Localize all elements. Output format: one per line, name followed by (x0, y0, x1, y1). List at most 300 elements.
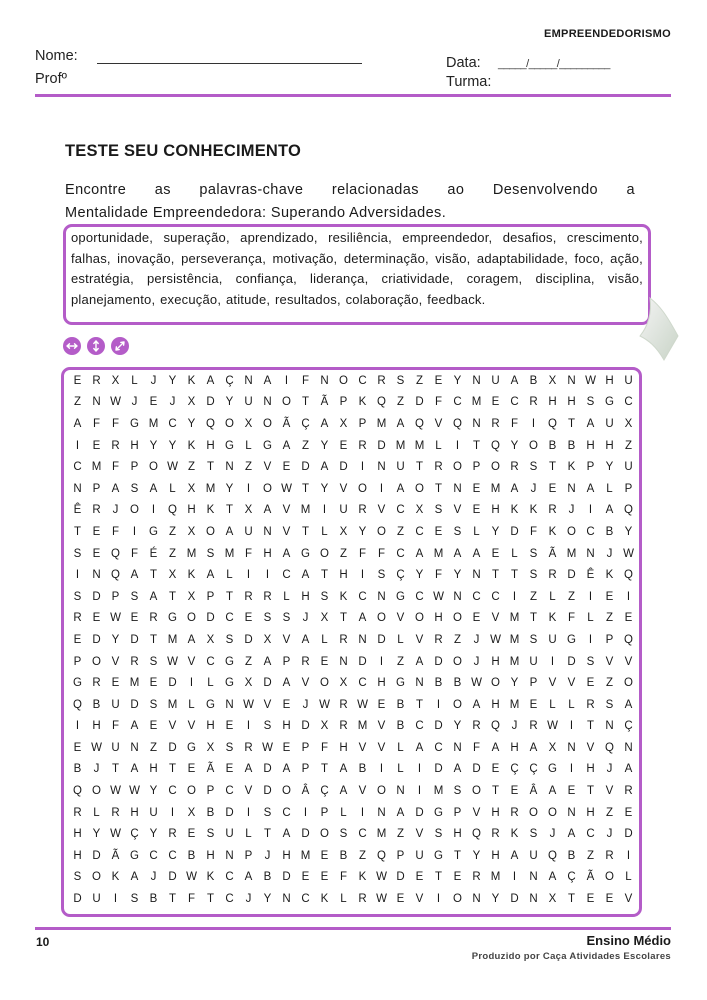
grid-cell[interactable]: F (377, 547, 386, 560)
grid-cell[interactable]: O (187, 785, 196, 798)
grid-cell[interactable]: T (339, 612, 348, 625)
grid-cell[interactable]: E (225, 763, 234, 776)
grid-cell[interactable]: O (453, 893, 462, 906)
grid-cell[interactable]: P (244, 849, 253, 862)
grid-cell[interactable]: T (168, 590, 177, 603)
grid-cell[interactable]: H (586, 763, 595, 776)
grid-cell[interactable]: I (246, 720, 251, 733)
grid-cell[interactable]: D (434, 763, 443, 776)
grid-cell[interactable]: I (569, 763, 574, 776)
grid-cell[interactable]: D (377, 439, 386, 452)
grid-cell[interactable]: V (263, 461, 272, 474)
grid-cell[interactable]: C (434, 741, 443, 754)
grid-cell[interactable]: I (417, 763, 422, 776)
grid-cell[interactable]: O (453, 698, 462, 711)
grid-cell[interactable]: U (396, 461, 405, 474)
grid-cell[interactable]: N (567, 806, 576, 819)
grid-cell[interactable]: C (396, 547, 405, 560)
grid-cell[interactable]: H (491, 655, 500, 668)
grid-cell[interactable]: N (453, 590, 462, 603)
grid-cell[interactable]: L (169, 482, 176, 495)
grid-cell[interactable]: O (415, 612, 424, 625)
grid-cell[interactable]: L (226, 569, 233, 582)
grid-cell[interactable]: D (301, 461, 310, 474)
grid-cell[interactable]: B (92, 698, 101, 711)
grid-cell[interactable]: L (625, 871, 632, 884)
grid-cell[interactable]: F (111, 417, 120, 430)
grid-cell[interactable]: C (624, 396, 633, 409)
grid-cell[interactable]: R (548, 504, 557, 517)
grid-cell[interactable]: A (548, 785, 557, 798)
grid-cell[interactable]: V (111, 655, 120, 668)
grid-cell[interactable]: N (472, 569, 481, 582)
grid-cell[interactable]: V (168, 720, 177, 733)
grid-cell[interactable]: B (529, 374, 538, 387)
grid-cell[interactable]: Y (453, 720, 462, 733)
grid-cell[interactable]: O (92, 655, 101, 668)
grid-cell[interactable]: G (434, 806, 443, 819)
grid-cell[interactable]: P (586, 461, 595, 474)
grid-cell[interactable]: D (377, 633, 386, 646)
grid-cell[interactable]: T (263, 828, 272, 841)
grid-cell[interactable]: O (453, 612, 462, 625)
grid-cell[interactable]: O (282, 396, 291, 409)
grid-cell[interactable]: L (340, 893, 347, 906)
grid-cell[interactable]: Ç (130, 828, 139, 841)
grid-cell[interactable]: D (434, 655, 443, 668)
grid-cell[interactable]: E (320, 655, 329, 668)
grid-cell[interactable]: E (130, 612, 139, 625)
grid-cell[interactable]: W (471, 677, 482, 690)
grid-cell[interactable]: W (262, 741, 273, 754)
grid-cell[interactable]: N (263, 396, 272, 409)
grid-cell[interactable]: S (130, 893, 139, 906)
grid-cell[interactable]: Ã (548, 547, 557, 560)
grid-cell[interactable]: A (567, 828, 576, 841)
grid-cell[interactable]: G (548, 763, 557, 776)
grid-cell[interactable]: V (586, 741, 595, 754)
grid-cell[interactable]: Ç (301, 417, 310, 430)
grid-cell[interactable]: E (605, 893, 614, 906)
grid-cell[interactable]: A (263, 374, 272, 387)
grid-cell[interactable]: H (149, 763, 158, 776)
grid-cell[interactable]: A (472, 547, 481, 560)
grid-cell[interactable]: A (605, 504, 614, 517)
grid-cell[interactable]: F (187, 893, 196, 906)
grid-cell[interactable]: B (263, 871, 272, 884)
grid-cell[interactable]: S (73, 871, 82, 884)
grid-cell[interactable]: L (549, 698, 556, 711)
grid-cell[interactable]: I (265, 569, 270, 582)
grid-cell[interactable]: B (453, 677, 462, 690)
grid-cell[interactable]: H (301, 590, 310, 603)
grid-cell[interactable]: D (510, 525, 519, 538)
grid-cell[interactable]: Q (605, 741, 614, 754)
grid-cell[interactable]: D (282, 871, 291, 884)
grid-cell[interactable]: E (301, 871, 310, 884)
grid-cell[interactable]: E (472, 612, 481, 625)
grid-cell[interactable]: C (358, 374, 367, 387)
grid-cell[interactable]: F (434, 396, 443, 409)
grid-cell[interactable]: Ã (282, 417, 291, 430)
grid-cell[interactable]: Y (320, 482, 329, 495)
grid-cell[interactable]: I (569, 720, 574, 733)
grid-cell[interactable]: I (75, 569, 80, 582)
grid-cell[interactable]: U (548, 633, 557, 646)
grid-cell[interactable]: M (509, 633, 520, 646)
grid-cell[interactable]: S (149, 655, 158, 668)
grid-cell[interactable]: P (282, 655, 291, 668)
grid-cell[interactable]: A (396, 482, 405, 495)
grid-cell[interactable]: Y (491, 525, 500, 538)
grid-cell[interactable]: C (472, 590, 481, 603)
grid-cell[interactable]: E (244, 612, 253, 625)
grid-cell[interactable]: R (529, 396, 538, 409)
grid-cell[interactable]: Y (510, 439, 519, 452)
grid-cell[interactable]: A (396, 806, 405, 819)
grid-cell[interactable]: D (624, 828, 633, 841)
grid-cell[interactable]: E (149, 396, 158, 409)
grid-cell[interactable]: E (320, 849, 329, 862)
grid-cell[interactable]: O (377, 612, 386, 625)
grid-cell[interactable]: T (320, 763, 329, 776)
grid-cell[interactable]: P (624, 482, 633, 495)
grid-cell[interactable]: N (567, 482, 576, 495)
grid-cell[interactable]: D (130, 698, 139, 711)
grid-cell[interactable]: A (510, 482, 519, 495)
grid-cell[interactable]: Ç (396, 569, 405, 582)
grid-cell[interactable]: N (320, 374, 329, 387)
grid-cell[interactable]: J (473, 655, 480, 668)
grid-cell[interactable]: C (168, 417, 177, 430)
grid-cell[interactable]: P (358, 417, 367, 430)
grid-cell[interactable]: O (415, 482, 424, 495)
grid-cell[interactable]: D (206, 396, 215, 409)
grid-cell[interactable]: F (339, 871, 348, 884)
grid-cell[interactable]: J (93, 763, 100, 776)
grid-cell[interactable]: Â (301, 785, 310, 798)
grid-cell[interactable]: M (471, 396, 482, 409)
grid-cell[interactable]: N (472, 417, 481, 430)
grid-cell[interactable]: M (395, 439, 406, 452)
grid-cell[interactable]: X (320, 612, 329, 625)
grid-cell[interactable]: J (150, 871, 157, 884)
grid-cell[interactable]: A (510, 374, 519, 387)
grid-cell[interactable]: R (624, 785, 633, 798)
grid-cell[interactable]: E (510, 785, 519, 798)
grid-cell[interactable]: O (472, 785, 481, 798)
grid-cell[interactable]: C (225, 785, 234, 798)
grid-cell[interactable]: U (244, 525, 253, 538)
grid-cell[interactable]: R (244, 741, 253, 754)
grid-cell[interactable]: C (73, 461, 82, 474)
grid-cell[interactable]: H (377, 677, 386, 690)
grid-cell[interactable]: O (529, 806, 538, 819)
grid-cell[interactable]: H (586, 439, 595, 452)
grid-cell[interactable]: R (529, 720, 538, 733)
grid-cell[interactable]: O (377, 785, 386, 798)
grid-cell[interactable]: Ã (586, 871, 595, 884)
grid-cell[interactable]: M (566, 547, 577, 560)
grid-cell[interactable]: N (586, 547, 595, 560)
grid-cell[interactable]: I (512, 871, 517, 884)
grid-cell[interactable]: P (529, 677, 538, 690)
grid-cell[interactable]: X (339, 677, 348, 690)
grid-cell[interactable]: O (206, 525, 215, 538)
grid-cell[interactable]: Z (244, 655, 253, 668)
grid-cell[interactable]: T (434, 482, 443, 495)
grid-cell[interactable]: H (206, 720, 215, 733)
grid-cell[interactable]: E (149, 720, 158, 733)
grid-cell[interactable]: Ç (567, 871, 576, 884)
grid-cell[interactable]: U (415, 849, 424, 862)
grid-cell[interactable]: W (167, 461, 178, 474)
grid-cell[interactable]: C (225, 893, 234, 906)
grid-cell[interactable]: H (282, 720, 291, 733)
grid-cell[interactable]: T (567, 417, 576, 430)
grid-cell[interactable]: A (206, 374, 215, 387)
grid-cell[interactable]: Z (605, 806, 614, 819)
grid-cell[interactable]: D (263, 677, 272, 690)
grid-cell[interactable]: X (548, 374, 557, 387)
grid-cell[interactable]: E (491, 547, 500, 560)
grid-cell[interactable]: W (585, 374, 596, 387)
grid-cell[interactable]: H (491, 849, 500, 862)
grid-cell[interactable]: T (73, 525, 82, 538)
grid-cell[interactable]: H (491, 504, 500, 517)
grid-cell[interactable]: E (149, 677, 158, 690)
grid-cell[interactable]: O (377, 525, 386, 538)
grid-cell[interactable]: N (605, 720, 614, 733)
grid-cell[interactable]: A (529, 741, 538, 754)
grid-cell[interactable]: Ã (320, 396, 329, 409)
grid-cell[interactable]: Y (320, 439, 329, 452)
grid-cell[interactable]: I (626, 849, 631, 862)
grid-cell[interactable]: Z (396, 655, 405, 668)
grid-cell[interactable]: E (73, 374, 82, 387)
grid-cell[interactable]: F (111, 525, 120, 538)
date-field-blank[interactable]: _____/_____/_________ (498, 58, 610, 70)
grid-cell[interactable]: T (548, 461, 557, 474)
grid-cell[interactable]: T (586, 785, 595, 798)
grid-cell[interactable]: V (491, 612, 500, 625)
grid-cell[interactable]: Q (377, 396, 386, 409)
grid-cell[interactable]: A (510, 849, 519, 862)
grid-cell[interactable]: W (357, 698, 368, 711)
grid-cell[interactable]: N (263, 525, 272, 538)
grid-cell[interactable]: Y (149, 828, 158, 841)
grid-cell[interactable]: Q (491, 439, 500, 452)
grid-cell[interactable]: G (149, 525, 158, 538)
grid-cell[interactable]: R (434, 633, 443, 646)
grid-cell[interactable]: K (339, 590, 348, 603)
grid-cell[interactable]: I (531, 417, 536, 430)
grid-cell[interactable]: V (415, 633, 424, 646)
grid-cell[interactable]: T (301, 525, 310, 538)
grid-cell[interactable]: E (491, 396, 500, 409)
grid-cell[interactable]: U (529, 849, 538, 862)
grid-cell[interactable]: M (186, 547, 197, 560)
grid-cell[interactable]: V (377, 741, 386, 754)
grid-cell[interactable]: W (376, 893, 387, 906)
grid-cell[interactable]: E (453, 871, 462, 884)
grid-cell[interactable]: I (284, 374, 289, 387)
grid-cell[interactable]: C (282, 806, 291, 819)
grid-cell[interactable]: O (282, 785, 291, 798)
grid-cell[interactable]: C (586, 828, 595, 841)
grid-cell[interactable]: R (149, 612, 158, 625)
grid-cell[interactable]: V (282, 504, 291, 517)
grid-cell[interactable]: M (433, 547, 444, 560)
grid-cell[interactable]: S (453, 525, 462, 538)
grid-cell[interactable]: A (396, 417, 405, 430)
grid-cell[interactable]: W (623, 547, 634, 560)
grid-cell[interactable]: X (206, 633, 215, 646)
grid-cell[interactable]: K (187, 374, 196, 387)
grid-cell[interactable]: I (379, 655, 384, 668)
grid-cell[interactable]: T (225, 504, 234, 517)
grid-cell[interactable]: C (396, 504, 405, 517)
grid-cell[interactable]: U (92, 893, 101, 906)
grid-cell[interactable]: S (529, 828, 538, 841)
grid-cell[interactable]: I (189, 677, 194, 690)
grid-cell[interactable]: L (549, 590, 556, 603)
grid-cell[interactable]: G (187, 741, 196, 754)
grid-cell[interactable]: I (75, 720, 80, 733)
grid-cell[interactable]: S (339, 828, 348, 841)
grid-cell[interactable]: A (130, 720, 139, 733)
grid-cell[interactable]: B (548, 439, 557, 452)
grid-cell[interactable]: T (567, 893, 576, 906)
grid-cell[interactable]: S (529, 461, 538, 474)
grid-cell[interactable]: J (606, 547, 613, 560)
grid-cell[interactable]: Q (453, 417, 462, 430)
grid-cell[interactable]: K (187, 439, 196, 452)
grid-cell[interactable]: U (339, 504, 348, 517)
grid-cell[interactable]: V (396, 612, 405, 625)
grid-cell[interactable]: K (510, 828, 519, 841)
grid-cell[interactable]: G (396, 590, 405, 603)
grid-cell[interactable]: A (187, 633, 196, 646)
grid-cell[interactable]: O (358, 482, 367, 495)
grid-cell[interactable]: P (301, 741, 310, 754)
grid-cell[interactable]: I (550, 655, 555, 668)
grid-cell[interactable]: D (567, 655, 576, 668)
grid-cell[interactable]: V (624, 893, 633, 906)
grid-cell[interactable]: I (455, 439, 460, 452)
grid-cell[interactable]: C (358, 828, 367, 841)
grid-cell[interactable]: U (529, 655, 538, 668)
grid-cell[interactable]: N (396, 785, 405, 798)
grid-cell[interactable]: W (129, 785, 140, 798)
grid-cell[interactable]: H (263, 547, 272, 560)
grid-cell[interactable]: E (491, 763, 500, 776)
grid-cell[interactable]: F (301, 374, 310, 387)
grid-cell[interactable]: Ç (225, 374, 234, 387)
grid-cell[interactable]: E (624, 612, 633, 625)
grid-cell[interactable]: P (111, 590, 120, 603)
grid-cell[interactable]: Q (624, 504, 633, 517)
grid-cell[interactable]: S (529, 569, 538, 582)
grid-cell[interactable]: A (453, 547, 462, 560)
grid-cell[interactable]: F (320, 741, 329, 754)
grid-cell[interactable]: W (433, 590, 444, 603)
grid-cell[interactable]: C (358, 590, 367, 603)
grid-cell[interactable]: S (149, 698, 158, 711)
grid-cell[interactable]: M (357, 720, 368, 733)
grid-cell[interactable]: M (376, 417, 387, 430)
grid-cell[interactable]: M (509, 612, 520, 625)
grid-cell[interactable]: K (358, 396, 367, 409)
grid-cell[interactable]: N (472, 893, 481, 906)
grid-cell[interactable]: R (586, 698, 595, 711)
grid-cell[interactable]: A (415, 741, 424, 754)
grid-cell[interactable]: L (511, 547, 518, 560)
grid-cell[interactable]: H (605, 439, 614, 452)
grid-cell[interactable]: E (605, 590, 614, 603)
grid-cell[interactable]: O (320, 547, 329, 560)
grid-cell[interactable]: Ã (206, 763, 215, 776)
grid-cell[interactable]: T (111, 763, 120, 776)
grid-cell[interactable]: O (339, 374, 348, 387)
grid-cell[interactable]: C (225, 871, 234, 884)
grid-cell[interactable]: S (263, 720, 272, 733)
grid-cell[interactable]: J (606, 828, 613, 841)
grid-cell[interactable]: C (168, 785, 177, 798)
word-search-grid[interactable] (68, 370, 638, 910)
grid-cell[interactable]: M (148, 417, 159, 430)
grid-cell[interactable]: Y (491, 893, 500, 906)
grid-cell[interactable]: P (206, 590, 215, 603)
grid-cell[interactable]: G (225, 655, 234, 668)
grid-cell[interactable]: A (206, 569, 215, 582)
grid-cell[interactable]: T (415, 698, 424, 711)
grid-cell[interactable]: O (624, 677, 633, 690)
grid-cell[interactable]: I (588, 504, 593, 517)
grid-cell[interactable]: T (415, 461, 424, 474)
grid-cell[interactable]: M (490, 482, 501, 495)
grid-cell[interactable]: F (111, 720, 120, 733)
grid-cell[interactable]: O (605, 871, 614, 884)
grid-cell[interactable]: O (548, 806, 557, 819)
grid-cell[interactable]: E (339, 439, 348, 452)
grid-cell[interactable]: E (396, 893, 405, 906)
grid-cell[interactable]: X (263, 633, 272, 646)
grid-cell[interactable]: E (225, 720, 234, 733)
grid-cell[interactable]: A (244, 763, 253, 776)
grid-cell[interactable]: F (529, 525, 538, 538)
grid-cell[interactable]: H (73, 828, 82, 841)
grid-cell[interactable]: Q (377, 849, 386, 862)
grid-cell[interactable]: Z (339, 547, 348, 560)
grid-cell[interactable]: T (225, 590, 234, 603)
grid-cell[interactable]: Y (168, 439, 177, 452)
grid-cell[interactable]: E (282, 698, 291, 711)
grid-cell[interactable]: O (92, 871, 101, 884)
grid-cell[interactable]: V (377, 720, 386, 733)
grid-cell[interactable]: T (434, 871, 443, 884)
grid-cell[interactable]: W (243, 698, 254, 711)
grid-cell[interactable]: L (321, 633, 328, 646)
grid-cell[interactable]: J (530, 482, 537, 495)
grid-cell[interactable]: S (396, 374, 405, 387)
grid-cell[interactable]: D (225, 806, 234, 819)
grid-cell[interactable]: P (301, 763, 310, 776)
grid-cell[interactable]: N (377, 806, 386, 819)
grid-cell[interactable]: K (358, 871, 367, 884)
grid-cell[interactable]: P (396, 849, 405, 862)
grid-cell[interactable]: Z (168, 525, 177, 538)
